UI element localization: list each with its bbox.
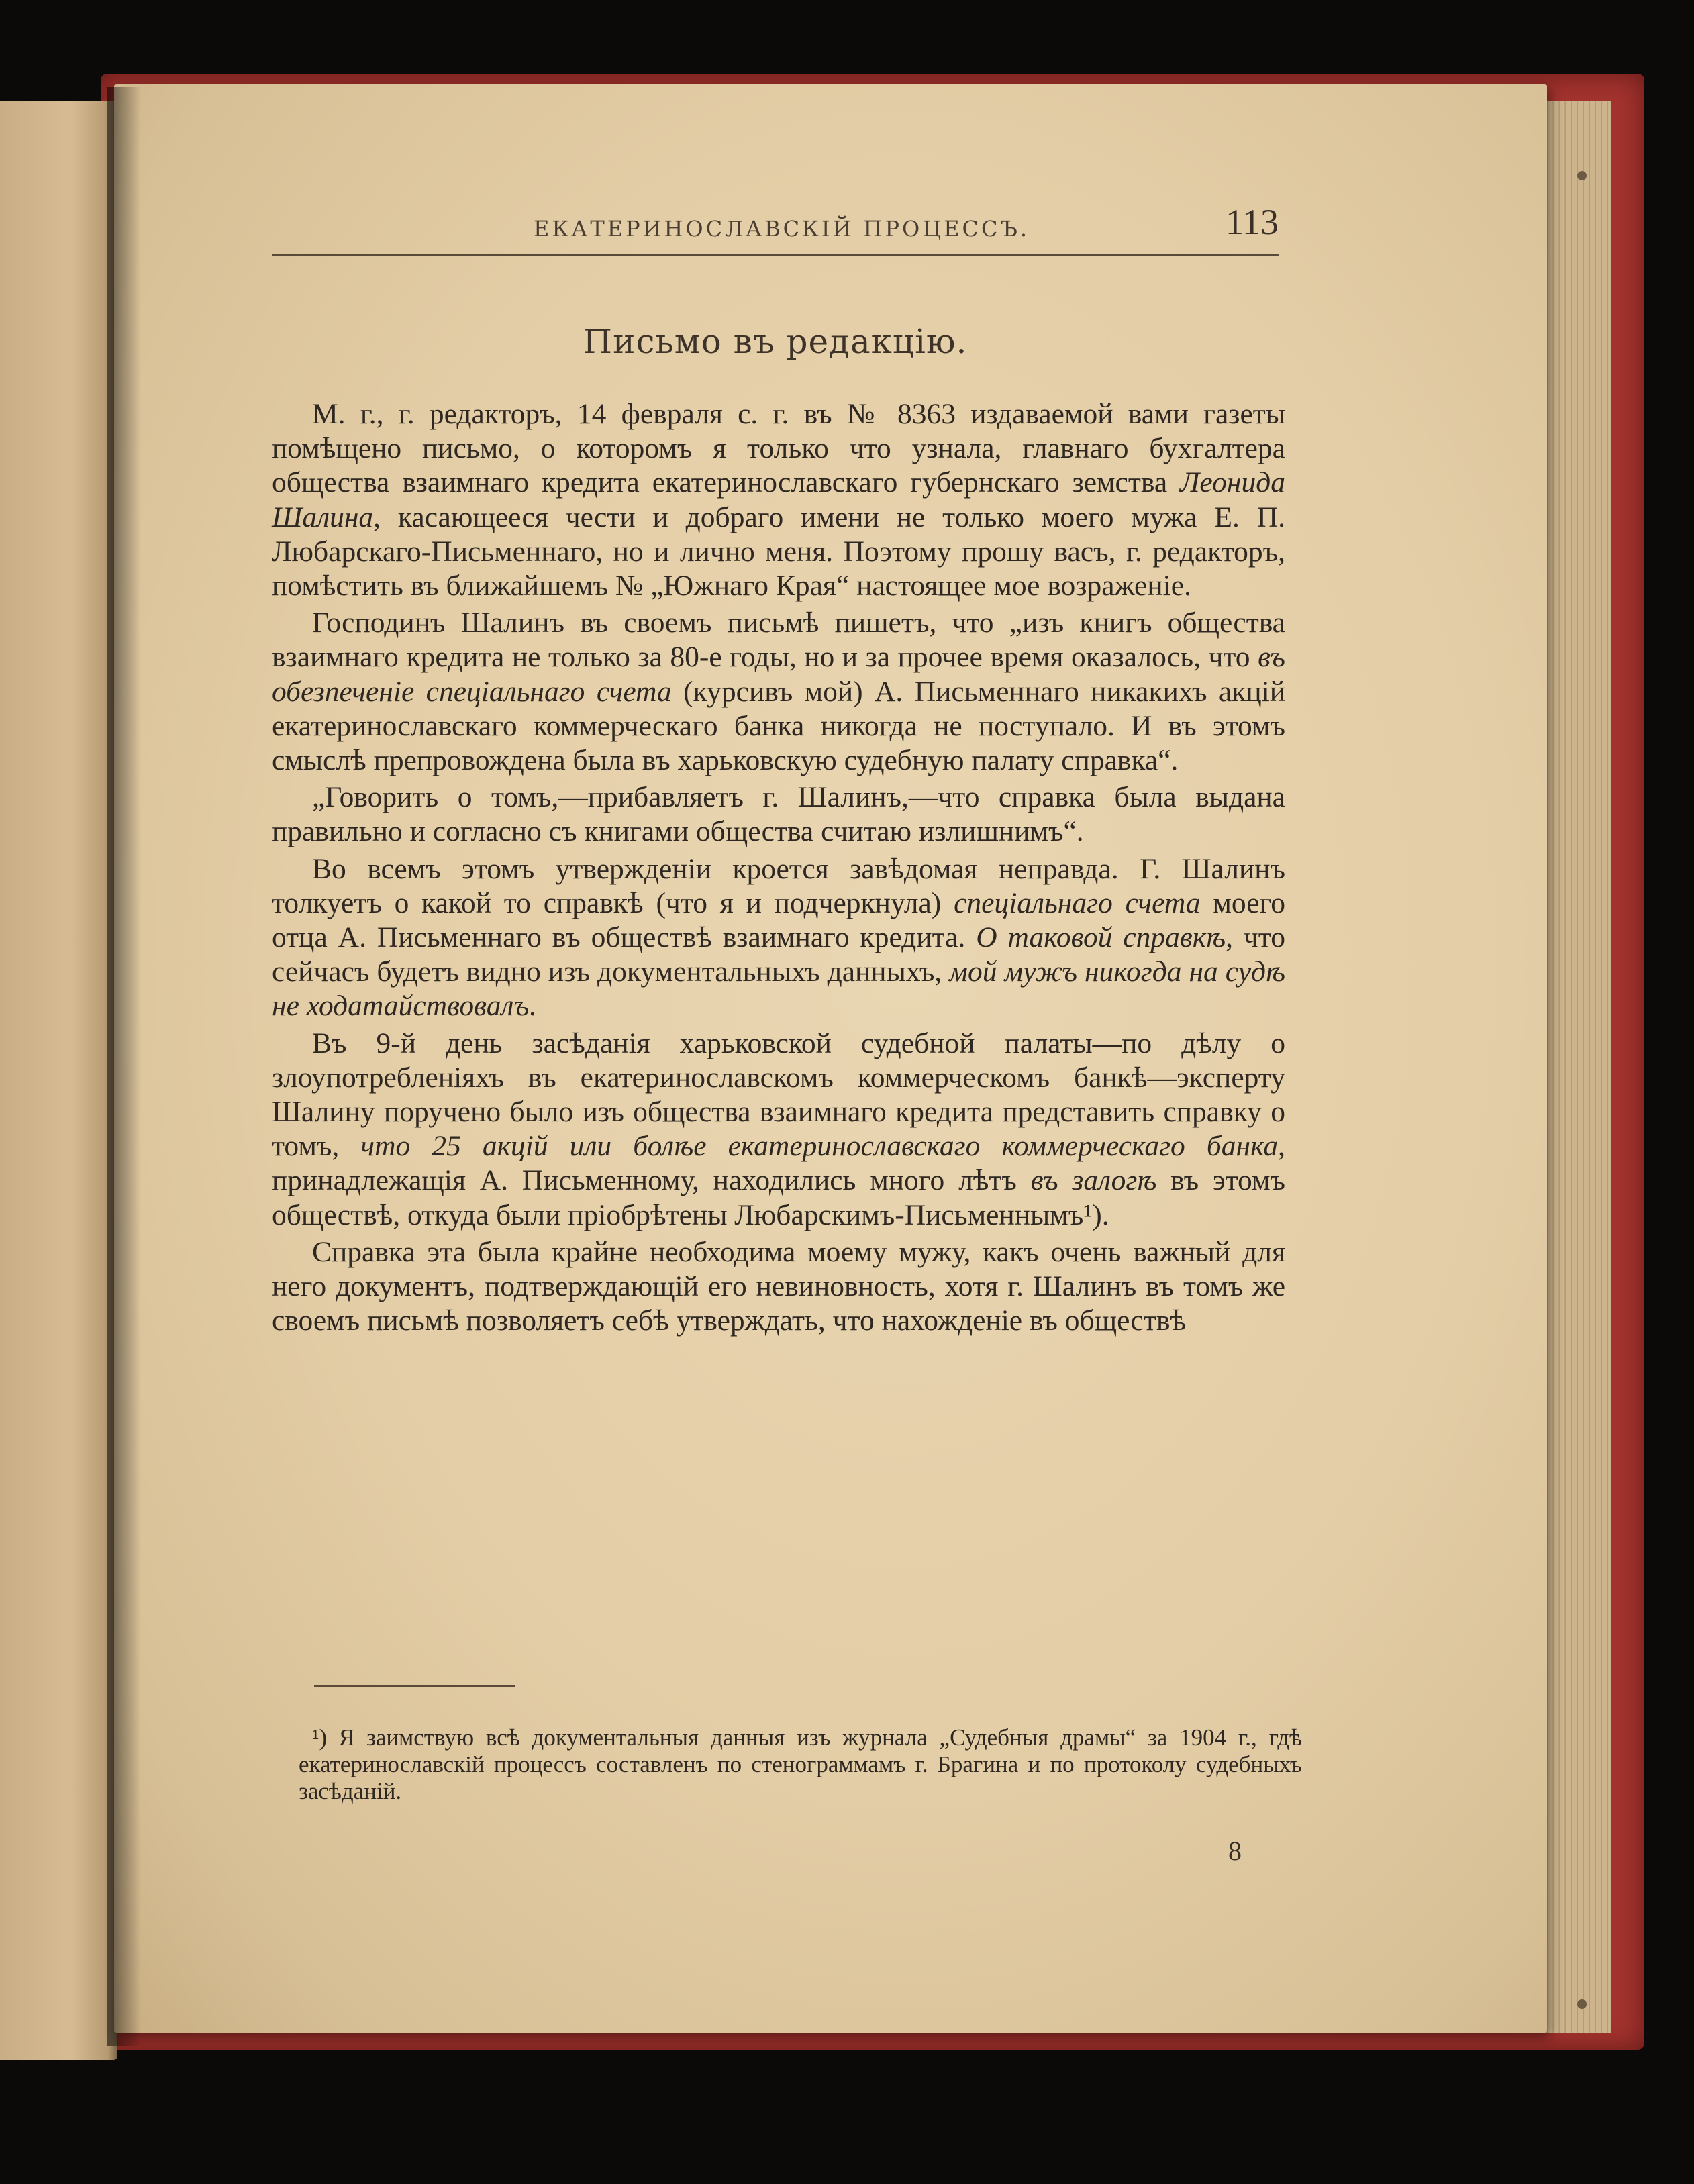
paragraph (272, 1235, 1285, 1339)
text-run: „Говорить о томъ,—прибавляетъ г. Шалинъ,—что справка была выдана правильно и согласно съ книгами общества считаю излишнимъ“. (272, 781, 1285, 848)
page-number: 113 (1226, 202, 1279, 242)
left-facing-page (0, 101, 117, 2060)
italic-run: Леонида Шалина (272, 466, 1285, 533)
footnote (299, 1724, 1302, 1805)
footnote-text: ¹) Я заимствую всѣ документальныя данныя изъ журнала „Судебныя драмы“ за 1904 г., гдѣ екатеринославскій процессъ составленъ по стенограммамъ г. Брагина и по протоколу судебныхъ засѣданій. (299, 1724, 1302, 1804)
text-run: въ этомъ обществѣ, откуда были пріобрѣтены Любарскимъ-Письменнымъ¹). (272, 1164, 1285, 1231)
letter-heading: Письмо въ редакцію. (583, 322, 968, 361)
paragraph (272, 780, 1285, 849)
text-run: Въ 9-й день засѣданія харьковской судебной палаты—по дѣлу о злоупотребленіяхъ въ екатеринославскомъ коммерческомъ банкѣ—эксперту Шалину поручено было изъ общества взаимнаго кредита представить справку о томъ, (272, 1027, 1285, 1163)
text-run: М. г., г. редакторъ, 14 февраля с. г. въ № 8363 издаваемой вами газеты помѣщено письмо, о которомъ я только что узнала, главнаго бухгалтера общества взаимнаго кредита екатеринославскаго губернскаго земства (272, 398, 1285, 499)
body-text (272, 397, 1285, 1338)
italic-run: мой мужъ никогда на судѣ не ходатайствовалъ (272, 955, 1286, 1023)
text-run: Во всемъ этомъ утвержденіи кроется завѣдомая неправда. Г. Шалинъ толкуетъ о какой то справкѣ (что я и подчеркнула) (272, 852, 1285, 919)
text-run: Справка эта была крайне необходима моему мужу, какъ очень важный для него документъ, подтверждающій его невиновность, хотя г. Шалинъ въ томъ же своемъ письмѣ позволяетъ себѣ утверждать, что нахожденіе въ обществѣ (272, 1235, 1285, 1337)
italic-run: въ обезпеченіе спеціальнаго счета (272, 641, 1285, 708)
text-run: моего отца А. Письменнаго въ обществѣ взаимнаго кредита. (272, 886, 1286, 954)
footnote-rule (314, 1685, 515, 1687)
running-head (272, 201, 1279, 262)
text-run: , принадлежащія А. Письменному, находились много лѣтъ (272, 1130, 1285, 1197)
text-run: (курсивъ мой) А. Письменнаго никакихъ акцій екатеринославскаго коммерческаго банка никогда не поступало. И въ этомъ смыслѣ препровождена была въ харьковскую судебную палату справка“. (272, 675, 1285, 777)
italic-run: въ залогѣ (1030, 1164, 1157, 1197)
spine-shadow (107, 87, 141, 2046)
text-run: , касающееся чести и добраго имени не только моего мужа Е. П. Любарскаго-Письменнаго, но и лично меня. Поэтому прошу васъ, г. редакторъ, помѣстить въ ближайшемъ № „Южнаго Края“ настоящее мое возраженіе. (272, 501, 1285, 603)
italic-run: О таковой справкѣ (976, 921, 1226, 954)
signature-mark: 8 (1228, 1836, 1242, 1866)
binding-hole-icon (1577, 171, 1587, 180)
text-run: . (529, 990, 536, 1023)
binding-hole-icon (1577, 1999, 1587, 2009)
text-run: Господинъ Шалинъ въ своемъ письмѣ пишетъ, что „изъ книгъ общества взаимнаго кредита не только за 80-е годы, но и за прочее время оказалось, что (272, 607, 1285, 674)
paragraph (272, 397, 1285, 603)
paragraph (272, 606, 1285, 778)
italic-run: спеціальнаго счета (954, 886, 1201, 919)
running-title: ЕКАТЕРИНОСЛАВСКІЙ ПРОЦЕССЪ. (534, 216, 1030, 242)
paragraph (272, 1027, 1285, 1233)
paragraph (272, 852, 1285, 1024)
text-run: , что сейчасъ будетъ видно изъ документальныхъ данныхъ, (272, 921, 1285, 988)
header-rule (272, 254, 1279, 256)
italic-run: что 25 акцій или болѣе екатеринославскаго коммерческаго банка (360, 1130, 1279, 1163)
